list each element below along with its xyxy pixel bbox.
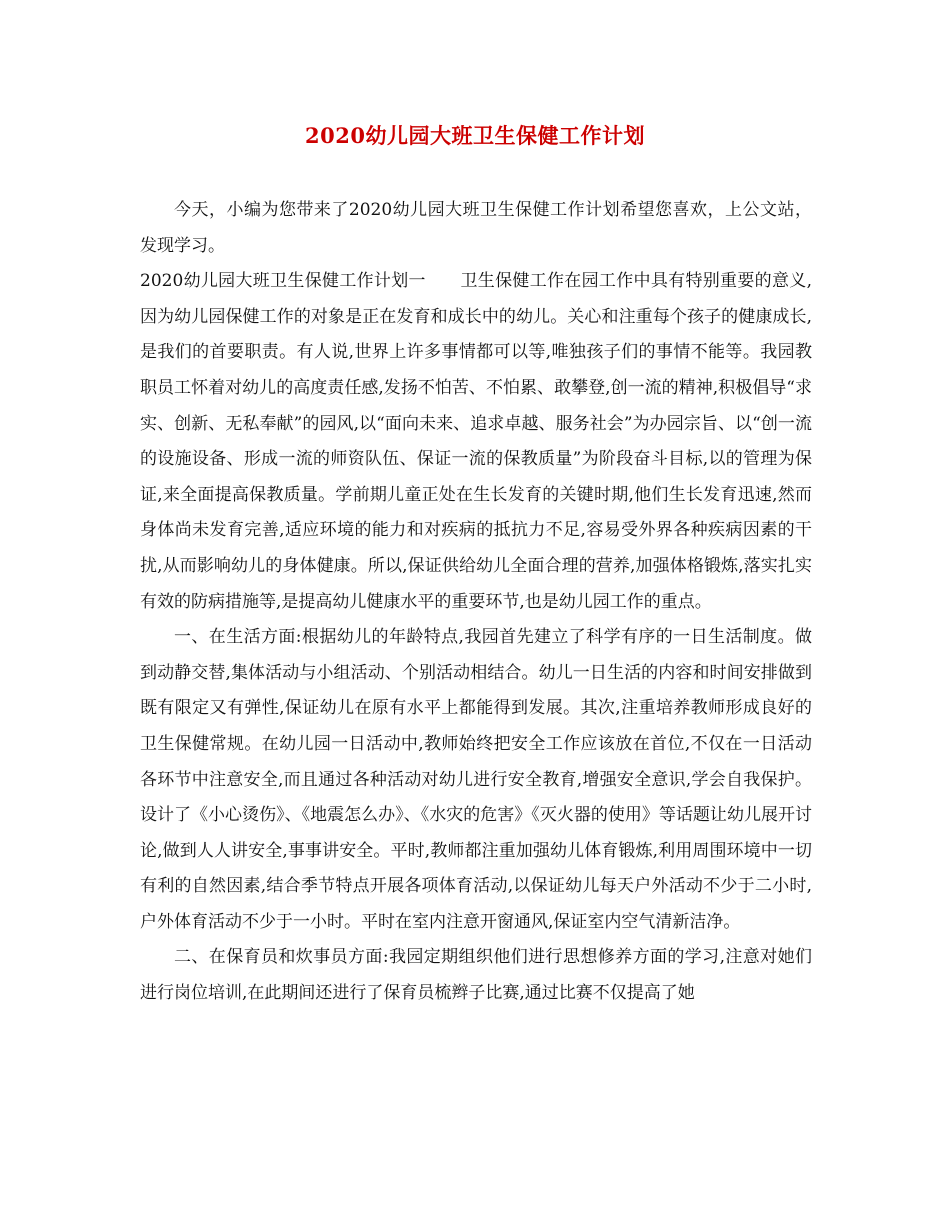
plan-one-paragraph: 2020幼儿园大班卫生保健工作计划一 卫生保健工作在园工作中具有特别重要的意义,因为幼儿园保健工作的对象是正在发育和成长中的幼儿。关心和注重每个孩子的健康成长,是我们的首要职责。有人说,世界上许多事情都可以等,唯独孩子们的事情不能等。我园教职员工怀着对幼儿的高度责任感,发扬不怕苦、不怕累、敢攀登,创一流的精神,积极倡导“求实、创新、无私奉献”的园风,以“面向未来、追求卓越、服务社会”为办园宗旨、以“创一流的设施设备、形成一流的师资队伍、保证一流的保教质量”为阶段奋斗目标,以的管理为保证,来全面提高保教质量。学前期儿童正处在生长发育的关键时期,他们生长发育迅速,然而身体尚未发育完善,适应环境的能力和对疾病的抵抗力不足,容易受外界各种疾病因素的干扰,从而影响幼儿的身体健康。所以,保证供给幼儿全面合理的营养,加强体格锻炼,落实扎实有效的防病措施等,是提高幼儿健康水平的重要环节,也是幼儿园工作的重点。	[140, 271, 812, 612]
intro-paragraph: 今天，小编为您带来了2020幼儿园大班卫生保健工作计划希望您喜欢，上公文站，发现学习。	[140, 200, 812, 256]
document-body	[140, 193, 812, 1012]
section-two-paragraph: 二、在保育员和炊事员方面:我园定期组织他们进行思想修养方面的学习,注意对她们进行岗位培训,在此期间还进行了保育员梳辫子比赛,通过比赛不仅提高了她	[140, 947, 812, 1004]
document-title: 2020幼儿园大班卫生保健工作计划	[305, 123, 645, 148]
section-one-paragraph: 一、在生活方面:根据幼儿的年龄特点,我园首先建立了科学有序的一日生活制度。做到动静交替,集体活动与小组活动、个别活动相结合。幼儿一日生活的内容和时间安排做到既有限定又有弹性,保证幼儿在原有水平上都能得到发展。其次,注重培养教师形成良好的卫生保健常规。在幼儿园一日活动中,教师始终把安全工作应该放在首位,不仅在一日活动各环节中注意安全,而且通过各种活动对幼儿进行安全教育,增强安全意识,学会自我保护。设计了《小心烫伤》、《地震怎么办》、《水灾的危害》《灭火器的使用》等话题让幼儿展开讨论,做到人人讲安全,事事讲安全。平时,教师都注重加强幼儿体育锻炼,利用周围环境中一切有利的自然因素,结合季节特点开展各项体育活动,以保证幼儿每天户外活动不少于二小时,户外体育活动不少于一小时。平时在室内注意开窗通风,保证室内空气清新洁净。	[140, 627, 812, 932]
